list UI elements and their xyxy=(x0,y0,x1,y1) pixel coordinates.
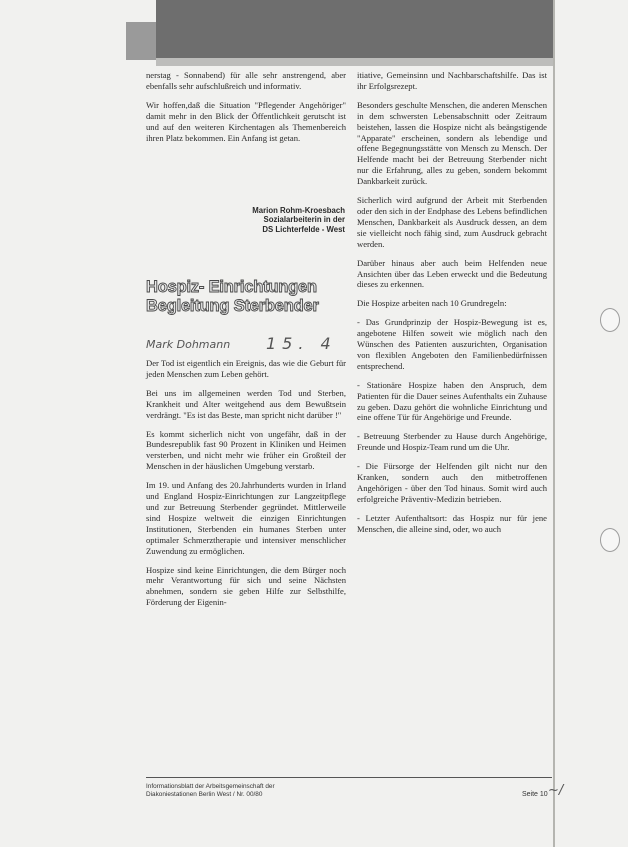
paragraph: - Stationäre Hospize haben den Anspruch, dem Patienten für die Dauer seines Aufenthalts ein Zuhause zu geben. Dazu gehört die wohnliche Einrichtung und eine offene Tür für Angehörige und Freunde. xyxy=(357,379,547,423)
page-edge xyxy=(553,0,555,847)
footer-divider xyxy=(146,777,552,778)
article-headline xyxy=(146,278,356,316)
handwritten-note xyxy=(146,334,337,353)
paragraph: Der Tod ist eigentlich ein Ereignis, das wie die Geburt für jeden Menschen zum Leben gehört. xyxy=(146,358,346,379)
paragraph: Wir hoffen,daß die Situation "Pflegender Angehöriger" damit mehr in den Blick der Öffentlichkeit gerutscht ist und auf den weiteren Kirchentagen als Themenbereich ihren Platz bekommen. Ein Anfang ist getan. xyxy=(146,99,346,143)
author-signature xyxy=(205,206,345,234)
scan-shadow-band xyxy=(156,58,554,66)
headline-line-1: Hospiz- Einrichtungen xyxy=(146,278,317,296)
paragraph: Im 19. und Anfang des 20.Jahrhunderts wurden in Irland und England Hospiz-Einrichtungen zur Langzeitpflege und zur Betreuung Sterbender gegründet. Mittlerweile sind Hospize weltweit die einzigen Einrichtungen Institutionen, Sterbenden ein humanes Sterben unter optimaler Schmerztherapie und intensiver menschlicher Zuwendung zu ermöglichen. xyxy=(146,480,346,556)
paragraph: Es kommt sicherlich nicht von ungefähr, daß in der Bundesrepublik fast 90 Prozent in Kliniken und Heimen versterben, und nicht mehr wie früher ein Großteil der Menschen in der häuslichen Umgebung verstarb. xyxy=(146,428,346,472)
paragraph: - Das Grundprinzip der Hospiz-Bewegung ist es, angebotene Hilfen soweit wie möglich nach den Wünschen des Patienten auszurichten, Organisation von flexiblen Angeboten den Familienbedürfnissen entsprechend. xyxy=(357,317,547,371)
paragraph: - Die Fürsorge der Helfenden gilt nicht nur den Kranken, sondern auch den mitbetroffenen Angehörigen - über den Tod hinaus. Somit wird auch erfolgreiche Präventiv-Medizin betrieben. xyxy=(357,461,547,504)
headline-line-2: Begleitung Sterbender xyxy=(146,297,319,315)
paragraph: Hospize sind keine Einrichtungen, die dem Bürger noch mehr Verantwortung für sich und seine Nächsten abnehmen, sondern sie geben Hilfe zur Selbsthilfe, Förderung der Eigenin- xyxy=(146,564,346,608)
handwritten-page-mark: ~/ xyxy=(548,783,564,798)
punch-hole-bottom xyxy=(600,528,620,552)
paragraph: - Letzter Aufenthaltsort: das Hospiz nur für jene Menschen, die alleine sind, oder, wo auch xyxy=(357,512,547,534)
handwritten-source: Mark Dohmann xyxy=(146,338,231,351)
paragraph: nerstag - Sonnabend) für alle sehr anstrengend, aber ebenfalls sehr aufschlußreich und informativ. xyxy=(146,70,346,91)
footer-line-2: Diakoniestationen Berlin West / Nr. 00/80 xyxy=(146,791,263,799)
footer-publication xyxy=(146,783,356,800)
paragraph: Sicherlich wird aufgrund der Arbeit mit Sterbenden oder den sich in der Endphase des Lebens befindlichen Menschen, Dankbarkeit als Ausdruck dessen, an dem sie vielleicht noch fähig sind, zum Ausdruck gebracht werden. xyxy=(357,195,547,249)
paragraph: Die Hospize arbeiten nach 10 Grundregeln: xyxy=(357,298,507,309)
right-column xyxy=(357,70,547,543)
paragraph: Bei uns im allgemeinen werden Tod und Sterben, Krankheit und Alter weitgehend aus dem Bewußtsein verdrängt. "Es ist das Beste, man spricht nicht darüber !" xyxy=(146,387,346,420)
footer-line-1: Informationsblatt der Arbeitsgemeinschaft der xyxy=(146,783,275,790)
paragraph: - Betreuung Sterbender zu Hause durch Angehörige, Freunde und Hospiz-Team rund um die Uhr. xyxy=(357,431,547,453)
page-number: Seite 10 xyxy=(522,791,548,798)
author-role: Sozialarbeiterin in der xyxy=(263,215,345,225)
author-name: Marion Rohm-Kroesbach xyxy=(252,206,345,215)
author-location: DS Lichterfelde - West xyxy=(262,224,345,234)
paragraph: Darüber hinaus aber auch beim Helfenden neue Ansichten über das Leben erweckt und die Bedeutung dieses zu erkennen. xyxy=(357,257,547,290)
scan-shadow-left xyxy=(126,22,158,60)
punch-hole-top xyxy=(600,308,620,332)
handwritten-date: 15. 4 xyxy=(266,334,337,353)
left-column-bottom xyxy=(146,358,346,616)
paragraph: itiative, Gemeinsinn und Nachbarschaftshilfe. Das ist ihr Erfolgsrezept. xyxy=(357,70,547,91)
paragraph: Besonders geschulte Menschen, die anderen Menschen in dem schwersten Lebensabschnitt oder Zeitraum beistehen, lassen die Hospize nicht als beängstigende "Apparate" erscheinen, sondern als lebendige und offene Begegnungsstätte von Mensch zu Mensch. Der Helfende macht bei der Betreuung Sterbender nicht nur die Erfahrung, alles zu geben, sondern bekommt Dankbarkeit zurück. xyxy=(357,99,547,187)
scan-shadow-top xyxy=(156,0,554,58)
left-column-top xyxy=(146,70,346,151)
